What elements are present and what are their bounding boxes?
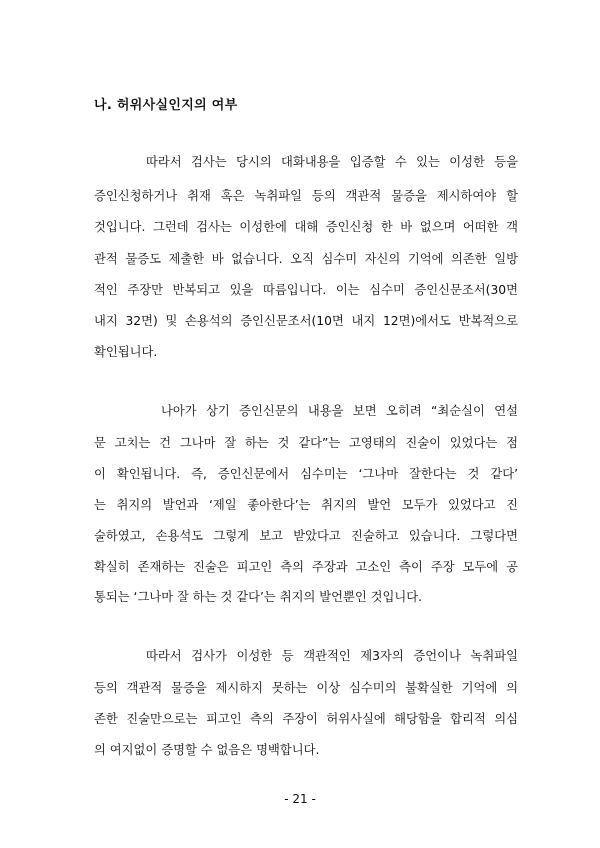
paragraph-line: 내지 32면) 및 손용석의 증인신문조서(10면 내지 12면)에서도 반복적으로 — [94, 314, 518, 328]
paragraph-line: 문 고치는 건 그나마 잘 하는 것 같다”는 고영태의 진술이 있었다는 점 — [94, 436, 518, 450]
paragraph-line: 존한 진술만으로는 피고인 측의 주장이 허위사실에 해당함을 합리적 의심 — [94, 712, 518, 726]
paragraph-line: 는 취지의 발언과 ‘제일 좋아한다’는 취지의 발언 모두가 있었다고 진 — [94, 498, 518, 512]
paragraph-line: 의 여지없이 증명할 수 없음은 명백합니다. — [94, 743, 320, 757]
paragraph-line: 나아가 상기 증인신문의 내용을 보면 오히려 “최순실이 연설 — [161, 404, 518, 418]
paragraph-line: 따라서 검사가 이성한 등 객관적인 제3자의 증언이나 녹취파일 — [146, 649, 518, 663]
paragraph-line: 것입니다. 그런데 검사는 이성한에 대해 증인신청 한 바 없으며 어떠한 객 — [94, 220, 518, 234]
section-heading: 나. 허위사실인지의 여부 — [94, 98, 238, 113]
paragraph-line: 등의 객관적 물증을 제시하지 못하는 이상 심수미의 불확실한 기억에 의 — [94, 681, 518, 695]
paragraph-line: 증인신청하거나 취재 혹은 녹취파일 등의 객관적 물증을 제시하여야 할 — [94, 189, 518, 203]
page-number: - 21 - — [284, 792, 316, 806]
paragraph-line: 관적 물증도 제출한 바 없습니다. 오직 심수미 자신의 기억에 의존한 일방 — [94, 252, 518, 266]
paragraph-line: 따라서 검사는 당시의 대화내용을 입증할 수 있는 이성한 등을 — [146, 155, 518, 169]
paragraph-line: 이 확인됩니다. 즉, 증인신문에서 심수미는 ‘그나마 잘한다는 것 같다’ — [94, 467, 518, 481]
paragraph-line: 확실히 존재하는 진술은 피고인 측의 주장과 고소인 측이 주장 모두에 공 — [94, 560, 518, 574]
paragraph-line: 적인 주장만 반복되고 있을 따름입니다. 이는 심수미 증인신문조서(30면 — [94, 283, 518, 297]
paragraph-line: 통되는 ‘그나마 잘 하는 것 같다’는 취지의 발언뿐인 것입니다. — [94, 590, 423, 604]
paragraph-line: 확인됩니다. — [94, 345, 158, 359]
paragraph-line: 술하였고, 손용석도 그렇게 보고 받았다고 진술하고 있습니다. 그렇다면 — [94, 529, 518, 543]
